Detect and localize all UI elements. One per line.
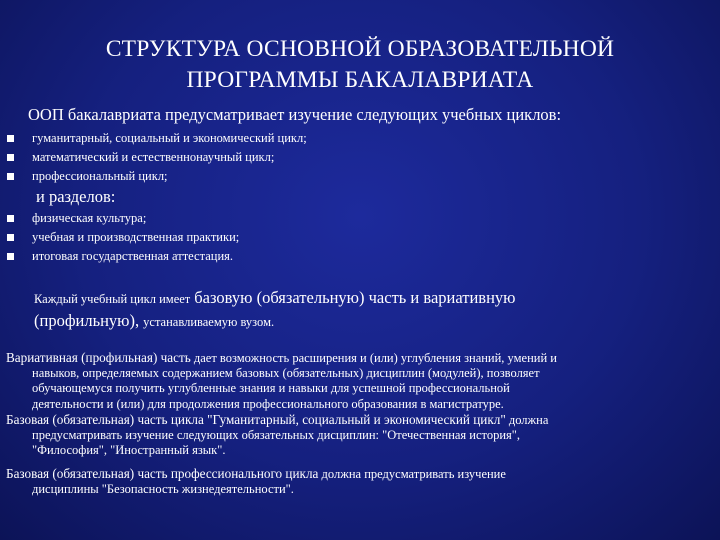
cycle-note-part-2: базовую (обязательную) часть и вариативную — [194, 288, 516, 307]
list-item — [6, 247, 706, 266]
professional-base-paragraph — [6, 466, 714, 497]
list-item — [6, 129, 706, 148]
paragraph-text: навыков, определяемых содержанием базовых (обязательных) дисциплин (модулей), позволяет — [32, 365, 540, 380]
list-item — [6, 209, 706, 228]
list-item-text: физическая культура; — [32, 211, 147, 225]
variative-part-paragraph — [6, 350, 714, 412]
paragraph-text: должна предусматривать изучение — [321, 467, 506, 481]
slide-title-line-2: ПРОГРАММЫ БАКАЛАВРИАТА — [186, 67, 534, 93]
list-item-text: гуманитарный, социальный и экономический цикл; — [32, 131, 307, 145]
intro-text: ООП бакалавриата предусматривает изучение следующих учебных циклов: — [28, 105, 562, 124]
square-bullet-icon — [7, 215, 14, 222]
cycle-note-part-1: Каждый учебный цикл имеет — [34, 292, 191, 306]
sections-list — [6, 209, 706, 266]
list-item — [6, 228, 706, 247]
cycles-list — [6, 129, 706, 186]
paragraph-lead: Базовая (обязательная) часть профессионального цикла — [6, 466, 319, 481]
cycle-note-part-3: (профильную), — [34, 311, 140, 330]
list-item — [6, 148, 706, 167]
slide-title-line-1: СТРУКТУРА ОСНОВНОЙ ОБРАЗОВАТЕЛЬНОЙ — [105, 36, 615, 62]
paragraph-text: дает возможность расширения и (или) углубления знаний, умений и — [193, 351, 557, 365]
paragraph-text: деятельности и (или) для продолжения профессионального образования в магистратуре. — [32, 396, 504, 411]
paragraph-lead: Базовая (обязательная) часть цикла "Гуманитарный, социальный и экономический цикл" — [6, 412, 506, 427]
paragraph-text: должна — [508, 413, 549, 427]
sections-heading: и разделов: — [36, 187, 116, 206]
paragraph-text: дисциплины "Безопасность жизнедеятельности". — [32, 481, 294, 496]
square-bullet-icon — [7, 253, 14, 260]
square-bullet-icon — [7, 173, 14, 180]
square-bullet-icon — [7, 154, 14, 161]
list-item — [6, 167, 706, 186]
list-item-text: математический и естественнонаучный цикл; — [32, 150, 275, 164]
paragraph-text: предусматривать изучение следующих обязательных дисциплин: "Отечественная история", — [32, 427, 521, 442]
paragraph-text: "Философия", "Иностранный язык". — [32, 443, 226, 457]
slide-title — [0, 34, 720, 96]
humanities-base-paragraph — [6, 412, 714, 459]
cycle-note — [34, 287, 714, 333]
list-item-text: учебная и производственная практики; — [32, 230, 240, 244]
paragraph-lead: Вариативная (профильная) часть — [6, 350, 191, 365]
square-bullet-icon — [7, 135, 14, 142]
list-item-text: профессиональный цикл; — [32, 169, 168, 183]
cycle-note-part-4: устанавливаемую вузом. — [143, 315, 275, 329]
square-bullet-icon — [7, 234, 14, 241]
paragraph-text: обучающемуся получить углубленные знания и навыки для успешной профессиональной — [32, 381, 510, 395]
list-item-text: итоговая государственная аттестация. — [32, 249, 234, 263]
